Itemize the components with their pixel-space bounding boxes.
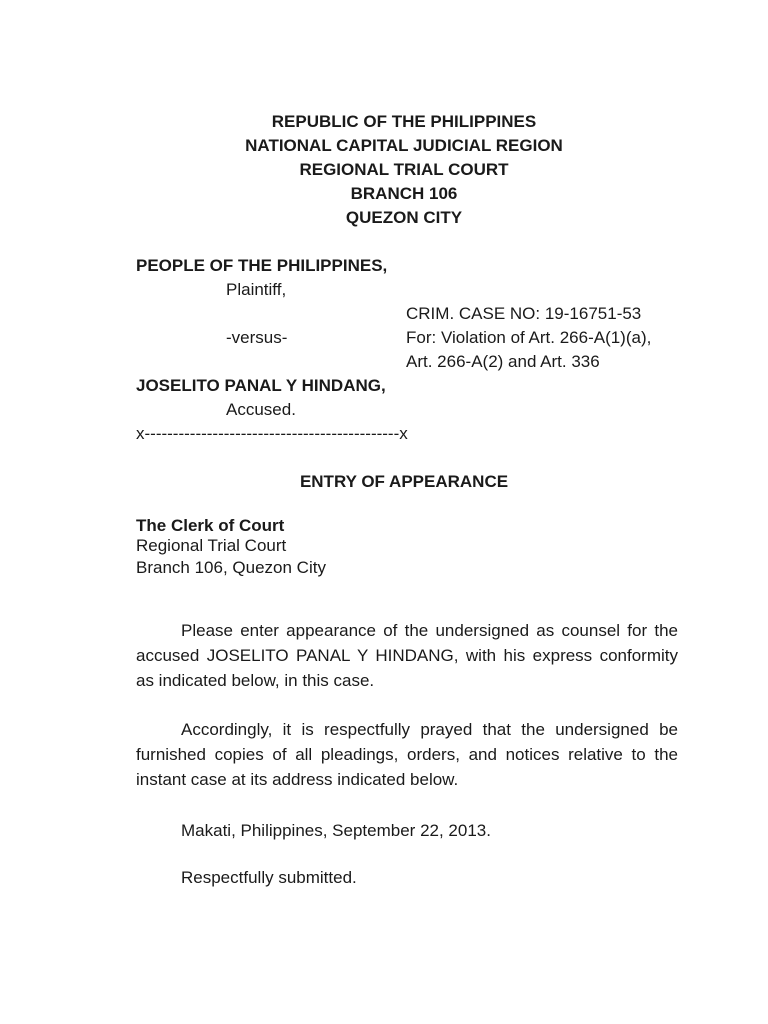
caption-separator: x---------------------------------------------x [136, 424, 408, 443]
paragraph-prayer-text: Accordingly, it is respectfully prayed that the undersigned be furnished copies of all pleadings, orders, and notices relative to the instant case at its address indicated below. [136, 720, 678, 789]
paragraph-prayer [136, 717, 678, 792]
header-branch: BRANCH 106 [350, 184, 458, 203]
accused-name: JOSELITO PANAL Y HINDANG, [136, 376, 386, 395]
header-court: REGIONAL TRIAL COURT [299, 160, 509, 179]
header-city: QUEZON CITY [345, 208, 463, 227]
place-date: Makati, Philippines, September 22, 2013. [181, 821, 491, 840]
document-title: ENTRY OF APPEARANCE [299, 472, 509, 491]
versus-label: -versus- [226, 328, 288, 347]
accused-role: Accused. [226, 400, 296, 419]
plaintiff-role: Plaintiff, [226, 280, 287, 299]
plaintiff-name: PEOPLE OF THE PHILIPPINES, [136, 256, 388, 275]
addressee-court: Regional Trial Court [136, 536, 287, 555]
header-region: NATIONAL CAPITAL JUDICIAL REGION [245, 136, 563, 155]
charge-line-1: For: Violation of Art. 266-A(1)(a), [406, 328, 652, 347]
case-number: CRIM. CASE NO: 19-16751-53 [406, 304, 642, 323]
charge-line-2: Art. 266-A(2) and Art. 336 [406, 352, 600, 371]
addressee-branch: Branch 106, Quezon City [136, 558, 326, 577]
closing-line: Respectfully submitted. [181, 868, 357, 887]
header-republic: REPUBLIC OF THE PHILIPPINES [271, 112, 537, 131]
addressee-clerk: The Clerk of Court [136, 516, 285, 535]
paragraph-appearance-text: Please enter appearance of the undersigned as counsel for the accused JOSELITO PANAL Y HINDANG, with his express conformity as indicated below, in this case. [136, 621, 678, 690]
paragraph-appearance [136, 618, 678, 693]
